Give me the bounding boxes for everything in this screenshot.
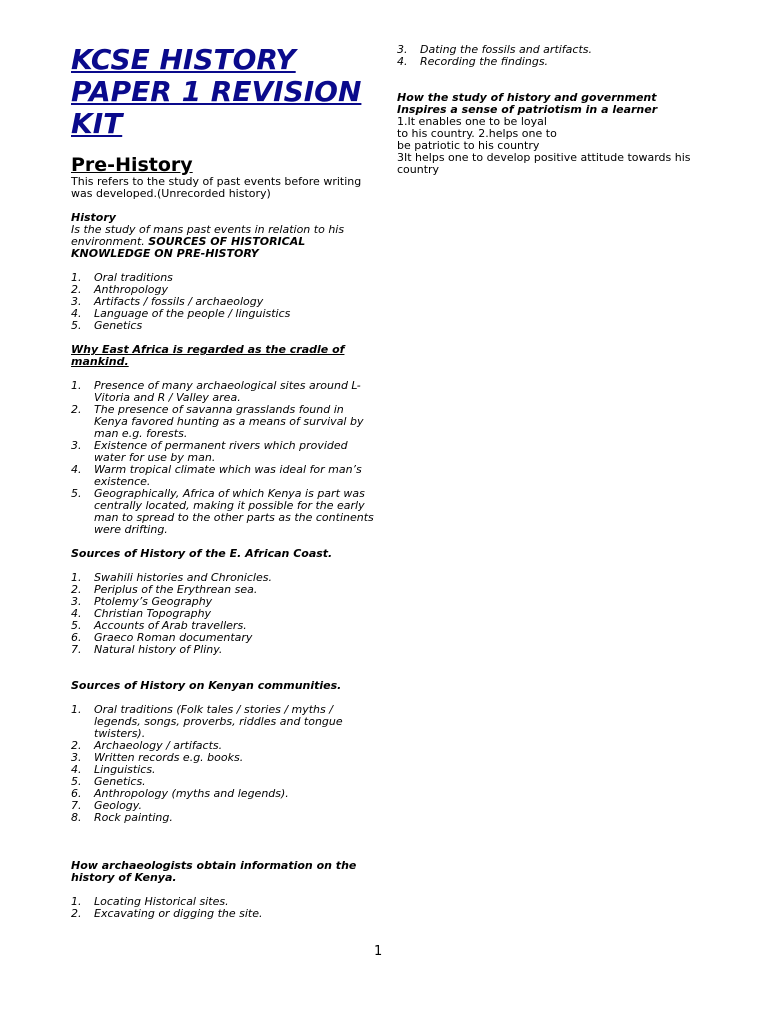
list-item-number: 4.	[71, 307, 82, 320]
list-item-number: 8.	[71, 811, 82, 824]
sources-heading: SOURCES OF HISTORICAL KNOWLEDGE ON PRE-HISTORY	[71, 235, 306, 260]
cradle-heading: Why East Africa is regarded as the cradle of mankind.	[71, 343, 345, 368]
list-item-text: Anthropology	[94, 283, 169, 296]
list-item-number: 4.	[71, 763, 82, 776]
list-item-number: 1.	[71, 379, 82, 392]
list-item-number: 2.	[71, 283, 82, 296]
arch-list-continued	[397, 44, 707, 68]
list-item-text: Geographically, Africa of which Kenya is part was centrally located, making it possible for the early man to spread to the other parts as the continents were drifting.	[94, 487, 374, 536]
list-item-text: Existence of permanent rivers which provided water for use by man.	[94, 439, 348, 464]
arch-heading: How archaeologists obtain information on the history of Kenya.	[71, 859, 357, 884]
list-item-text: Christian Topography	[94, 607, 212, 620]
right-column	[397, 44, 707, 176]
document-title: KCSE HISTORY PAPER 1 REVISION KIT	[71, 43, 362, 140]
patriot-line-2: to his country. 2.helps one to	[397, 127, 557, 140]
list-item-text: Dating the fossils and artifacts.	[420, 43, 593, 56]
prehistory-definition: This refers to the study of past events before writing was developed.(Unrecorded history)	[71, 175, 362, 200]
patriot-line-1: 1.It enables one to be loyal	[397, 115, 547, 128]
list-item-number: 5.	[71, 319, 82, 332]
list-item-text: Warm tropical climate which was ideal for man’s existence.	[94, 463, 362, 488]
list-item-text: Rock painting.	[94, 811, 173, 824]
list-item-text: Presence of many archaeological sites around L- Vitoria and R / Valley area.	[94, 379, 361, 404]
list-item	[71, 488, 381, 536]
list-item-number: 1.	[71, 271, 82, 284]
list-item-text: Genetics	[94, 319, 143, 332]
list-item-number: 2.	[71, 403, 82, 416]
arch-list	[71, 896, 381, 920]
list-item-text: Graeco Roman documentary	[94, 631, 253, 644]
list-item-text: Locating Historical sites.	[94, 895, 229, 908]
list-item	[71, 320, 381, 332]
list-item	[71, 644, 381, 656]
left-column	[71, 44, 381, 920]
history-definition: Is the study of mans past events in relation to his environment.	[71, 223, 345, 248]
list-item-text: Archaeology / artifacts.	[94, 739, 223, 752]
list-item-text: Language of the people / linguistics	[94, 307, 291, 320]
page-number: 1	[374, 944, 383, 959]
list-item-number: 3.	[71, 595, 82, 608]
list-item-number: 6.	[71, 787, 82, 800]
list-item-text: Excavating or digging the site.	[94, 907, 263, 920]
list-item-text: Accounts of Arab travellers.	[94, 619, 247, 632]
list-item	[71, 464, 381, 488]
list-item-number: 5.	[71, 487, 82, 500]
list-item-number: 5.	[71, 619, 82, 632]
list-item-number: 5.	[71, 775, 82, 788]
kenyan-heading: Sources of History on Kenyan communities.	[71, 679, 342, 692]
list-item-text: The presence of savanna grasslands found in Kenya favored hunting as a means of survival by man e.g. forests.	[94, 403, 364, 440]
list-item	[71, 812, 381, 824]
list-item-number: 4.	[71, 463, 82, 476]
coast-list	[71, 572, 381, 656]
history-paragraph	[71, 224, 381, 260]
list-item-text: Oral traditions	[94, 271, 173, 284]
list-item	[397, 56, 707, 68]
list-item	[71, 440, 381, 464]
list-item-number: 2.	[71, 907, 82, 920]
list-item-text: Ptolemy’s Geography	[94, 595, 213, 608]
list-item-number: 2.	[71, 583, 82, 596]
patriot-heading: How the study of history and government Inspires a sense of patriotism in a learner	[397, 91, 658, 116]
list-item-number: 7.	[71, 643, 82, 656]
list-item	[71, 704, 381, 740]
list-item-text: Genetics.	[94, 775, 146, 788]
list-item-number: 7.	[71, 799, 82, 812]
list-item-text: Written records e.g. books.	[94, 751, 244, 764]
list-item-text: Periplus of the Erythrean sea.	[94, 583, 258, 596]
list-item-number: 3.	[71, 295, 82, 308]
list-item-text: Linguistics.	[94, 763, 156, 776]
sources-list	[71, 272, 381, 332]
list-item-number: 2.	[71, 739, 82, 752]
patriot-line-3: be patriotic to his country	[397, 139, 540, 152]
list-item-text: Swahili histories and Chronicles.	[94, 571, 272, 584]
list-item	[71, 380, 381, 404]
history-label: History	[71, 211, 116, 224]
list-item-number: 3.	[71, 751, 82, 764]
list-item	[71, 908, 381, 920]
list-item-number: 4.	[71, 607, 82, 620]
list-item-number: 1.	[71, 703, 82, 716]
list-item-number: 1.	[71, 571, 82, 584]
prehistory-heading: Pre-History	[71, 154, 193, 176]
list-item-number: 1.	[71, 895, 82, 908]
kenyan-list	[71, 704, 381, 824]
list-item-text: Natural history of Pliny.	[94, 643, 223, 656]
list-item	[71, 404, 381, 440]
list-item-number: 4.	[397, 55, 408, 68]
coast-heading: Sources of History of the E. African Coast.	[71, 547, 333, 560]
list-item-text: Geology.	[94, 799, 142, 812]
list-item-number: 3.	[397, 43, 408, 56]
cradle-list	[71, 380, 381, 536]
list-item-number: 3.	[71, 439, 82, 452]
list-item-text: Recording the findings.	[420, 55, 549, 68]
list-item-text: Artifacts / fossils / archaeology	[94, 295, 264, 308]
list-item-number: 6.	[71, 631, 82, 644]
list-item-text: Oral traditions (Folk tales / stories / myths / legends, songs, proverbs, riddles and tongue twisters).	[94, 703, 343, 740]
list-item-text: Anthropology (myths and legends).	[94, 787, 289, 800]
patriot-line-4: 3It helps one to develop positive attitude towards his country	[397, 151, 691, 176]
